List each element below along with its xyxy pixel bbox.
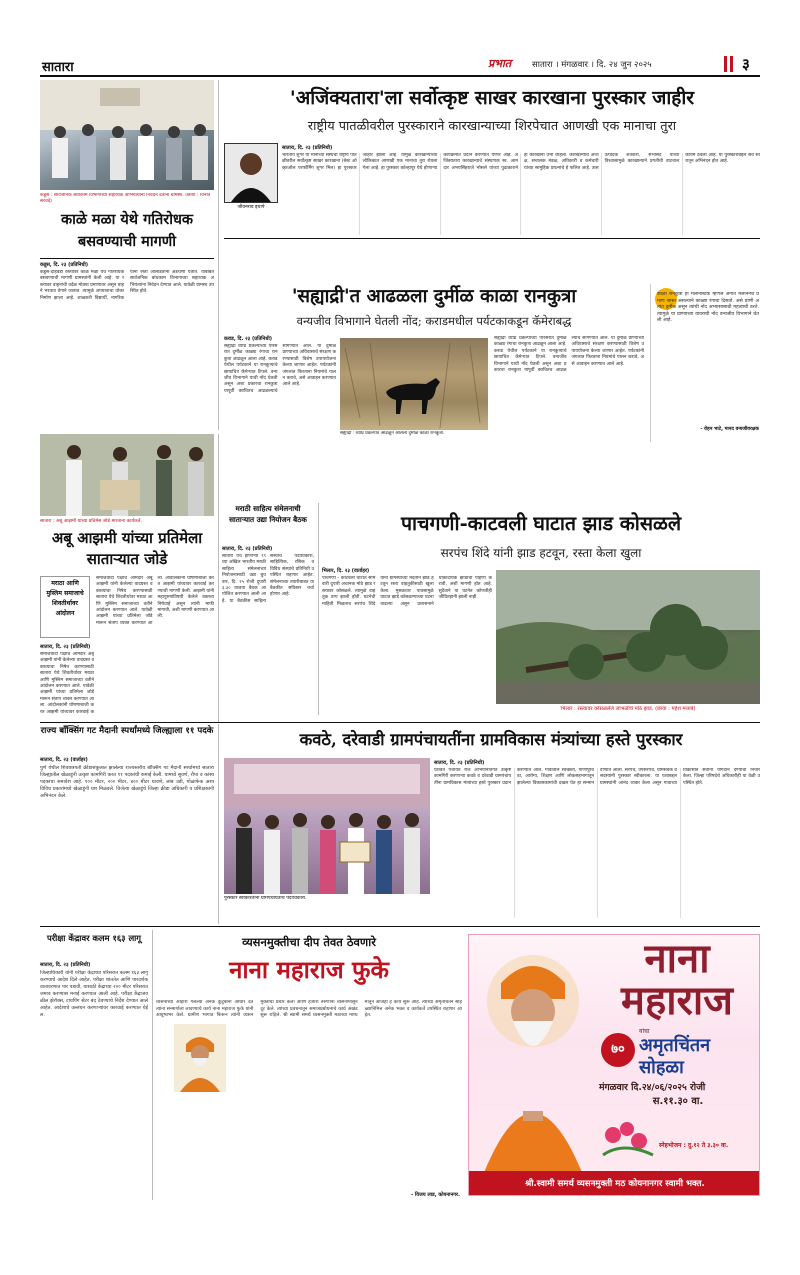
ad-date-line: मंगळवार दि.२४/०६/२०२५ रोजी — [599, 1082, 706, 1093]
ad-event: अमृतचिंतन सोहळा — [639, 1035, 711, 1078]
ad-event-pre: यांचा — [639, 1028, 650, 1035]
ajinkyatara-portrait — [224, 143, 278, 203]
column-divider — [218, 80, 219, 430]
ad-title-1: नाना — [644, 935, 710, 982]
header-rule — [40, 75, 760, 77]
marathi-dateline: सातारा, दि. २३ (प्रतिनिधी) — [222, 546, 273, 552]
abu-headline: अबू आझमी यांच्या प्रतिमेला सातार्‍यात जोडे — [51, 529, 203, 568]
tree-photo — [496, 570, 760, 704]
sahyadri-headline: 'सह्याद्री'त आढळला दुर्मीळ काळा रानकुत्रा — [291, 286, 577, 307]
column-divider — [318, 503, 319, 715]
portrait-name: जीवनराव इथापे — [237, 205, 265, 210]
nana-kicker: व्यसनमुक्तीचा दीप तेवत ठेवणारे — [242, 935, 376, 949]
exam-headline: परीक्षा केंद्रावर कलम १६३ लागू — [46, 933, 142, 943]
ajinkyatara-subhead: राष्ट्रीय पातळीवरील पुरस्काराने कारखान्याच्या शिरपेचात आणखी एक मानाचा तुरा — [307, 119, 677, 134]
abu-photo — [40, 434, 214, 516]
kavathe-photo — [224, 758, 430, 894]
sports-dateline: सातारा, दि. २३ (वार्ताहर) — [40, 757, 88, 763]
masthead — [40, 54, 760, 76]
sidebar-box — [650, 284, 760, 442]
ad-footer: श्री.स्वामी समर्थ व्यसनमुक्ती मठ कोयनानगर स्वामी भक्त. — [469, 1171, 760, 1196]
ajinkyatara-body: भारतीय शुगर या मानाच्या संस्थेचा राष्ट्रीय पातळीवरील सर्वोत्कृष्ट साखर कारखाना (बेस्ट ओव्हरऑल परफॉर्मिंग शुगर मिल) हा पुरस्कार जाहीर झाला आहे. यामुळे कारखान्याच्या लौकिकात आणखी एक मानाचा तुरा रोवला गेला आहे. हा पुरस्कार कोल्हापूर येथे होणाऱ्या कार्यक्रमात प्रदान करण्यात येणार आहे. अजिंक्यतारा कारखान्याचे संस्थापक स्व. आमदार अभयसिंहराजे भोसले यांच्या पुढाकाराने हा कारखाना उभा राहिला. कारखान्याचे अध्यक्ष, संचालक मंडळ, अधिकारी व कर्मचारी यांच्या सामुहिक प्रयत्नांचे हे फलित आहे. ऊस उत्पादक शेतकरी, सभासद यांच्या विश्वासामुळे कारखान्याने प्रगतीची वाटचाल कायम ठेवली आहे. या पुरस्काराबद्दल सर्व स्तरातून अभिनंदन होत आहे. — [282, 153, 760, 171]
sports-headline: राज्य बाँक्सिंग गट मैदानी स्पर्धांमध्ये जिल्ह्याला ११ पदके — [40, 726, 214, 736]
abu-dateline: सातारा, दि. २३ (प्रतिनिधी) — [40, 644, 91, 650]
exam-dateline: सातारा, दि. २३ (प्रतिनिधी) — [40, 962, 91, 968]
nana-byline: - विजय लाड, कोयनानगर. — [411, 1192, 460, 1198]
sahyadri-photo-caption: सह्याद्री : व्याघ्र प्रकल्पात आढळून आलेला दुर्मीळ काळा रानकुत्रा. — [340, 431, 445, 436]
abu-photo-caption: सातारा : अबू आझमी यांच्या प्रतिमेस जोडे मारताना कार्यकर्ते. — [40, 519, 142, 524]
award-ceremony-illustration — [224, 758, 430, 894]
nana-headline: नाना महाराज फुके — [229, 955, 389, 984]
ad-title-2: महाराज — [621, 977, 733, 1024]
page-marker — [724, 56, 727, 72]
ajinkyatara-headline: 'अजिंक्यतारा'ला सर्वोत्कृष्ट साखर कारखाना पुरस्कार जाहीर — [289, 87, 695, 109]
page-marker-2 — [730, 56, 733, 72]
abu-body-a: समाजवादी पक्षाचे आमदार अबू आझमी यांनी केलेल्या वादग्रस्त वक्तव्याचा निषेध करण्यासाठी सातारा येथे शिवतीर्थावर मराठा आणि मुस्लिम समाजाच्या वतीने आंदोलन करण्यात आले. यावेळी आझमी यांच्या प्रतिमेला जोडे मारून संताप व्यक्त करण्यात आला. आंदोलकांनी घोषणाबाजी करत आझमी यांच्यावर कारवाई क — [40, 652, 94, 714]
ad-age-badge: ७० — [601, 1033, 635, 1067]
kavathe-body: यशवंत पंचायत राज अभियानांतर्गत उत्कृष्ट कामगिरी करणाऱ्या कवठे व दरेवाडी ग्रामपंचायतींना ग्रामविकास मंत्र्यांच्या हस्ते पुरस्कार प्रदान करण्यात आले. गावातील स्वच्छता, पाणीपुरवठा, आरोग्य, शिक्षण आणि लोकसहभागातून झालेल्या विकासकामांची दखल घेत हा सन्मान देण्यात आला. सरपंच, उपसरपंच, ग्रामसेवक व सदस्यांनी पुरस्कार स्वीकारला. या यशाबद्दल ग्रामस्थांनी आनंद व्यक्त केला असून गावाच्या विकासात सर्वांनी योगदान देण्याचा निर्धार केला. जिल्हा परिषदेचे अधिकारीही या वेळी उपस्थित होते. — [434, 768, 760, 786]
page-number: ३ — [742, 55, 750, 73]
ad-meal-line: स्नेहभोजन : दु.१२ ते ३.३० वा. — [659, 1142, 729, 1149]
kale-rule — [40, 258, 214, 259]
sahyadri-body-left: सह्याद्री व्याघ्र प्रकल्पाच्या परिसरात दुर्मीळ काळ्या रंगाचा रानकुत्रा आढळून आला आहे. कराड येथील पर्यटकाने या रानकुत्र्याचे छायाचित्र कॅमेऱ्यात टिपले. वन्यजीव विभागाने याची नोंद घेतली असून अशा प्रकारचा रानकुत्रा यापूर्वी क्वचितच आढळल्याचे सांगण्यात आले. या दुर्मीळ प्राण्याच्या अधिवासाचे संरक्षण करण्यासाठी विशेष उपाययोजना केल्या जाणार आहेत. पर्यटकांनी जंगलात फिरताना नियमांचे पालन करावे, असे आवाहन करण्यात आले आहे. — [224, 344, 336, 394]
kale-body: कडूस-दहिवडी रस्त्यावर काळे मळा येथे गतिरोधक बसवण्याची मागणी ग्रामस्थांनी केली आहे. या रस्त्यावर वाहनांची वर्दळ मोठ्या प्रमाणावर असून वाहने भरधाव वेगाने जातात. त्यामुळे अपघाताचा धोका निर्माण झाला आहे. शाळकरी विद्यार्थी, नागरिक यांना रस्ता ओलांडताना अडचणी येतात. याबाबत सार्वजनिक बांधकाम विभागाच्या सहाय्यक अभियंत्यांना निवेदन देण्यात आले. यावेळी ग्रामस्थ उपस्थित होते. — [40, 270, 214, 301]
dog-photo — [340, 338, 488, 430]
person-icon — [225, 144, 277, 202]
sahyadri-dateline: कराड, दि. २३ (प्रतिनिधी) — [224, 336, 273, 342]
kale-photo — [40, 80, 214, 190]
flower-icon — [593, 1115, 663, 1163]
rule — [224, 238, 760, 239]
sahyadri-subhead: वन्यजीव विभागाने घेतली नोंद; कराडमधील पर्यटकाकडून कॅमेराबद्ध — [296, 314, 572, 328]
dateline: सातारा । मंगळवार । दि. २४ जुन २०२५ — [532, 60, 652, 70]
kale-dateline: कडूस, दि. २३ (प्रतिनिधी) — [40, 262, 89, 268]
protest-illustration — [40, 434, 214, 516]
sports-body: पुणे येथील शिवछत्रपती क्रीडासंकुलात झालेल्या राज्यस्तरीय बाँक्सिंग गट मैदानी स्पर्धांमध्ये सातारा जिल्ह्यातील खेळाडूंनी उत्कृष्ट कामगिरी करत ११ पदकांची कमाई केली. यामध्ये सुवर्ण, रौप्य व कांस्य पदकांचा समावेश आहे. १०० मीटर, २०० मीटर, ४०० मीटर धावणे, लांब उडी, गोळाफेक अशा विविध प्रकारांमध्ये खेळाडूंनी यश मिळवले. विजेत्या खेळाडूंचे जिल्हा क्रीडा अधिकारी व प्रशिक्षकांनी अभिनंदन केले. — [40, 765, 214, 799]
abu-tag-box: मराठा आणि मुस्लिम समाजाचे शिवतीर्थावर आंदोलन — [40, 576, 90, 638]
kale-photo-caption: कडूस : सार्वजनिक बांधकाम विभागाच्या सहाय्यक अभियंत्यांना निवेदन देताना ग्रामस्थ. (छाया : विनीत सरवदे) — [40, 193, 211, 204]
sidebar-signature: - रोहन भाटे, मानद वन्यजीवरक्षक — [700, 427, 759, 432]
ad-time-line: स.११.३० वा. — [652, 1096, 704, 1107]
abu-body-b: समाजवादी पक्षाचे आमदार अबू आझमी यांनी केलेल्या वादग्रस्त वक्तव्याचा निषेध करण्यासाठी सातारा येथे शिवतीर्थावर मराठा आणि मुस्लिम समाजाच्या वतीने आंदोलन करण्यात आले. यावेळी आझमी यांच्या प्रतिमेला जोडे मारून संताप व्यक्त करण्यात आला. आंदोलकांनी घोषणाबाजी करत आझमी यांच्यावर कारवाई करण्याची मागणी केली. आझमी यांनी महापुरुषांविषयी केलेले वक्तव्य निषेधार्ह असून त्यांनी माफी मागावी, अशी मागणी करण्यात आली. — [96, 576, 214, 626]
column-divider — [218, 724, 219, 924]
rule — [40, 722, 760, 723]
sahyadri-body-right: सह्याद्री व्याघ्र प्रकल्पाच्या परिसरात दुर्मीळ काळ्या रंगाचा रानकुत्रा आढळून आला आहे. कराड येथील पर्यटकाने या रानकुत्र्याचे छायाचित्र कॅमेऱ्यात टिपले. वन्यजीव विभागाने याची नोंद घेतली असून अशा प्रकारचा रानकुत्रा यापूर्वी क्वचितच आढळल्याचे सांगण्यात आले. या दुर्मीळ प्राण्याच्या अधिवासाचे संरक्षण करण्यासाठी विशेष उपाययोजना केल्या जाणार आहेत. पर्यटकांनी जंगलात फिरताना नियमांचे पालन करावे, असे आवाहन करण्यात आले आहे. — [494, 336, 644, 374]
kavathe-headline: कवठे, दरेवाडी ग्रामपंचायतींना ग्रामविकास मंत्र्यांच्या हस्ते पुरस्कार — [299, 730, 683, 749]
column-divider — [218, 434, 219, 722]
black-wild-dog-illustration — [340, 338, 488, 430]
saint-image — [473, 941, 593, 1175]
column-divider — [152, 930, 153, 1200]
pachgani-subhead: सरपंच शिंदे यांनी झाड हटवून, रस्ता केला खुला — [440, 546, 642, 560]
exam-body: जिल्हाधिकारी यांनी परीक्षा केंद्राच्या परिसरात कलम १६३ लागू करण्याचे आदेश दिले आहेत. परीक्षा शांततेत आणि पारदर्शक वातावरणात पार पडावी, यासाठी केंद्राच्या २०० मीटर परिसरात जमाव करण्यास मनाई करण्यात आली आहे. परीक्षा केंद्राजवळील झेरॉक्स, टायपिंग सेंटर बंद ठेवण्याचे निर्देश देण्यात आले आहेत. आदेशाचे उल्लंघन करणाऱ्यांवर कारवाई करण्यात येईल. — [40, 970, 148, 1018]
pachgani-dateline: भिलार, दि. २३ (वार्ताहर) — [322, 568, 370, 574]
pachgani-body: पाचगणी - काटवली घाटात सोमवारी दुपारी अचानक मोठे झाड रस्त्यावर कोसळले. त्यामुळे वाहतूक ठप्प झाली होती. घटनेची माहिती मिळताच सरपंच शिंदे यांनी ग्रामस्थांच्या मदतीने झाड हटवून रस्ता वाहतुकीसाठी खुला केला. मुसळधार पावसामुळे घाटात झाडे कोसळण्याच्या घटना वाढल्या असून प्रशासनाने धोकादायक झाडांची पाहणी करावी, अशी मागणी होत आहे. सुदैवाने या घटनेत कोणतीही जीवितहानी झाली नाही. — [322, 576, 492, 607]
kale-headline: काळे मळा येथे गतिरोधक बसवण्याची मागणी — [60, 211, 194, 250]
kavathe-dateline: सातारा, दि. २३ (प्रतिनिधी) — [434, 760, 485, 766]
marathi-headline: मराठी साहित्य संमेलनाची सातार्‍यात उद्या नियोजन बैठक — [229, 504, 307, 524]
advertisement — [468, 934, 760, 1196]
rule — [40, 926, 760, 927]
sidebar-body: काळा रानकुत्रा हा मेलेनिस्टिक म्हणजे अंगात मेलॅनिनचे प्रमाण जास्त असल्याने काळ्या रंगाचा दिसतो. असे प्राणी अत्यंत दुर्मीळ असून त्यांची नोंद अभ्यासासाठी महत्वाची ठरते. त्यामुळे या प्राण्याच्या वावराची नोंद वन्यजीव विभागाने घेतली आहे. — [657, 292, 759, 323]
nana-body: व्यसनाच्या आहारी गेलेल्या अनेक कुटुंबांना आधार देत त्यांना सन्मार्गाला लावण्याचे कार्य नाना महाराज फुके यांनी आयुष्यभर केले. ग्रामीण भागात फिरून त्यांनी व्यसनमुक्तीचा प्रचार केला आणि हजारो तरुणांना व्यसनापासून दूर केले. त्यांच्या प्रवचनातून समाजप्रबोधनाचे कार्य अखंड सुरू राहिले. श्री स्वामी समर्थ व्यसनमुक्ती मठाच्या माध्यमातून आजही हे कार्य सुरू आहे. त्यांच्या अमृतचिंतन सोहळ्यानिमित्त अनेक भक्त व कार्यकर्ते उपस्थित राहणार आहेत. — [156, 1000, 462, 1019]
pachgani-headline: पाचगणी-काटवली घाटात झाड कोसळले — [400, 512, 682, 535]
fallen-tree-illustration — [496, 570, 760, 704]
brand-logo: प्रभात — [488, 57, 512, 70]
people-illustration — [40, 80, 214, 190]
kavathe-photo-caption: पुरस्कार स्वीकारताना ग्रामपंचायतीचे पदाधिकारी. — [224, 896, 307, 901]
section-name: सातारा — [42, 60, 74, 75]
marathi-body: सातारा येथे होणाऱ्या ९९ व्या अखिल भारतीय मराठी साहित्य संमेलनाच्या नियोजनासाठी उद्या बुधवार, दि. २५ रोजी दुपारी ३.३० वाजता बैठक आयोजित करण्यात आली आहे. या बैठकीस साहित्य संस्थांचे पदाधिकारी, साहित्यिक, रसिक व विविध संस्थांचे प्रतिनिधी उपस्थित राहणार आहेत. संमेलनाच्या तयारीबाबत या बैठकीत सविस्तर चर्चा होणार आहे. — [222, 554, 314, 604]
ajinkyatara-dateline: सातारा, दि. २३ (प्रतिनिधी) — [282, 145, 333, 151]
pachgani-photo-caption: भिलार : रस्त्यावर कोसळलेले जांभळीचे मोठे झाड. (छाया : महेश मत्ताबे) — [560, 706, 696, 712]
